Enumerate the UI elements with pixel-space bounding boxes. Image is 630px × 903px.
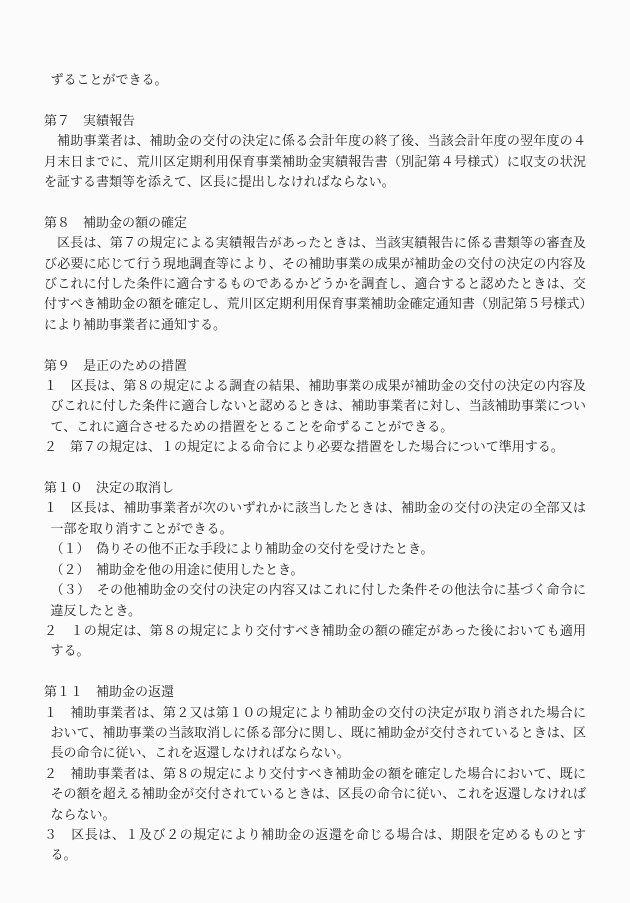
paragraph: 区長は、第７の規定による実績報告があったときは、当該実績報告に係る書類等の審査及び必要に応じて行う現地調査等により、その補助事業の成果が補助金の交付の決定の内容及びこれに付した条件に適合するものであるかどうかを調査し、適合すると認めたときは、交付すべき補助金の額を確定し、荒川区定期利用保育事業補助金確定通知書（別記第５号様式）により補助事業者に通知する。 [44, 235, 586, 332]
numbered-item: ３ 区長は、１及び２の規定により補助金の返還を命じる場合は、期限を定めるものとする。 [44, 826, 586, 863]
sub-item: （１） 偽りその他不正な手段により補助金の交付を受けたとき。 [50, 541, 434, 557]
section-heading: 第１１ 補助金の返還 [44, 684, 175, 700]
sub-item: （３） その他補助金の交付の決定の内容又はこれに付した条件その他法令に基づく命令に違反したとき。 [50, 582, 586, 618]
continuation-fragment: ずることができる。 [50, 72, 168, 87]
paragraph: 補助事業者は、補助金の交付の決定に係る会計年度の終了後、当該会計年度の翌年度の４月末日までに、荒川区定期利用保育事業補助金実績報告書（別記第４号様式）に収支の状況を証する書類等を添えて、区長に提出しなければならない。 [44, 133, 586, 190]
numbered-item: １ 区長は、補助事業者が次のいずれかに該当したときは、補助金の交付の決定の全部又は一部を取り消すことができる。 [44, 500, 586, 536]
section-heading: 第１０ 決定の取消し [44, 480, 175, 496]
section-8 [44, 213, 586, 335]
section-heading: 第８ 補助金の額の確定 [44, 214, 188, 230]
section-10 [44, 478, 586, 662]
section-heading: 第７ 実績報告 [44, 112, 136, 128]
section-7 [44, 111, 586, 193]
numbered-item: １ 区長は、第８の規定による調査の結果、補助事業の成果が補助金の交付の決定の内容及びこれに付した条件に適合しないと認めるときは、補助事業者に対し、当該補助事業について、これに適合させるための措置をとることを命ずることができる。 [44, 378, 586, 434]
section-9 [44, 356, 586, 458]
numbered-item: ２ 第７の規定は、１の規定による命令により必要な措置をした場合について準用する。 [44, 439, 564, 455]
numbered-item: ２ 補助事業者は、第８の規定により交付すべき補助金の額を確定した場合において、既にその額を超える補助金が交付されているときは、区長の命令に従い、これを返還しなければならない。 [44, 765, 586, 822]
numbered-item: １ 補助事業者は、第２又は第１０の規定により補助金の交付の決定が取り消された場合において、補助事業の当該取消しに係る部分に関し、既に補助金が交付されているときは、区長の命令に従い、これを返還しなければならない。 [44, 704, 586, 761]
section-11 [44, 682, 586, 866]
numbered-item: ２ １の規定は、第８の規定により交付すべき補助金の額の確定があった後においても適用する。 [44, 622, 586, 659]
sub-item: （２） 補助金を他の用途に使用したとき。 [50, 561, 304, 577]
section-heading: 第９ 是正のための措置 [44, 357, 188, 373]
